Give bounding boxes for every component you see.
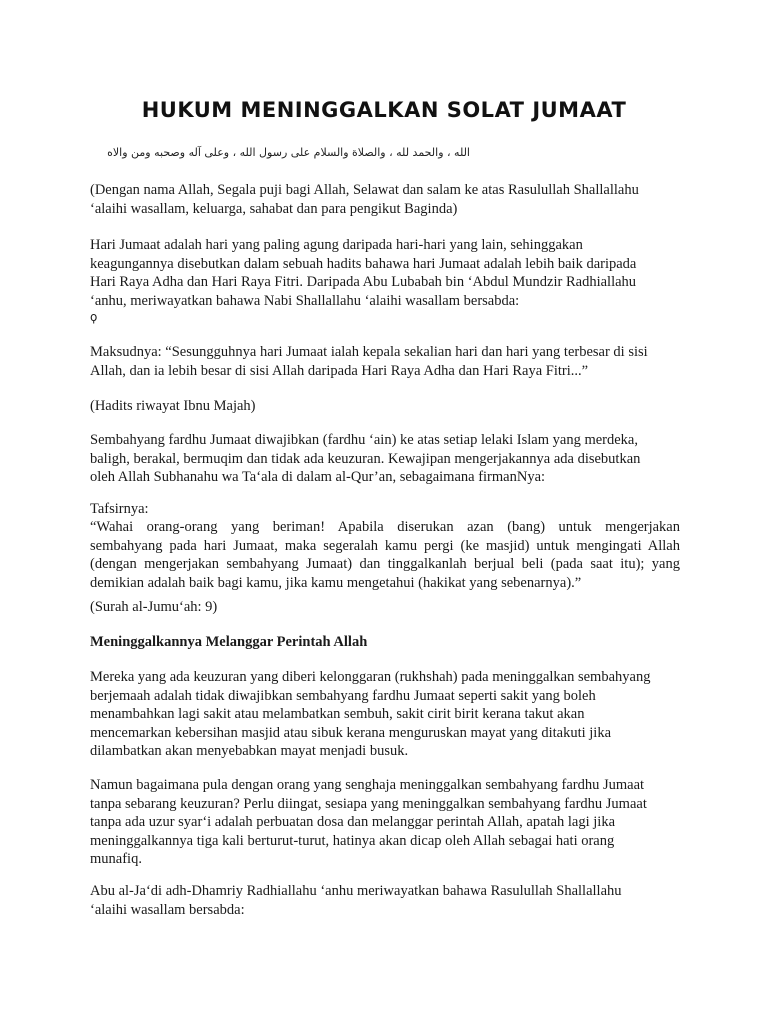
text-line: demikian adalah baik bagi kamu, jika kamu mengetahui (hakikat yang sebenarnya).” [90, 574, 582, 591]
text-line: ‘anhu, meriwayatkan bahawa Nabi Shallallahu ‘alaihi wasallam bersabda: [90, 292, 520, 309]
document-title: HUKUM MENINGGALKAN SOLAT JUMAAT [141, 98, 627, 122]
text-line: dilambatkan akan menyebabkan mayat menjadi busuk. [90, 743, 409, 759]
text-line: meninggalkannya tiga kali berturut-turut, hatinya akan dicap oleh Allah sebagai hati orang [90, 832, 615, 849]
exemption-paragraph [90, 668, 680, 761]
text-line: munafiq. [90, 851, 142, 867]
text-line: menambahkan lagi sakit atau melambatkan sembuh, sakit cirit birit kerana takut akan [90, 706, 585, 722]
text-line: (Hadits riwayat Ibnu Majah) [90, 398, 256, 414]
text-line: Meninggalkannya Melanggar Perintah Allah [90, 634, 368, 650]
text-line: tanpa sebarang keuzuran? Perlu diingat, sesiapa yang meninggalkan sembahyang fardhu Jumaat [90, 795, 647, 812]
text-line: mencemarkan kebersihan masjid atau sibuk kerana menguruskan mayat yang ditakuti jika [90, 724, 612, 741]
text-line: Sembahyang fardhu Jumaat diwajibkan (fardhu ‘ain) ke atas setiap lelaki Islam yang merdeka, [90, 432, 638, 448]
text-line: Hari Jumaat adalah hari yang paling agung daripada hari-hari yang lain, sehinggakan [90, 237, 583, 253]
text-line: ‘alaihi wasallam, keluarga, sahabat dan para pengikut Baginda) [90, 200, 458, 217]
text-line: (Surah al-Jumu‘ah: 9) [90, 599, 218, 615]
text-line: oleh Allah Subhanahu wa Ta‘ala di dalam al-Qur’an, sebagaimana firmanNya: [90, 469, 546, 485]
maksudnya-paragraph [90, 343, 680, 380]
intro-paragraph [90, 236, 680, 324]
text-line: Mereka yang ada keuzuran yang diberi kelonggaran (rukhshah) pada meninggalkan sembahyang [90, 669, 651, 685]
text-line: tanpa ada uzur syar‘i adalah perbuatan dosa dan melanggar perintah Allah, apatah lagi jika [90, 814, 616, 830]
missing-arabic-glyph: ϙ [90, 310, 98, 324]
text-line: baligh, berakal, bermuqim dan tidak ada keuzuran. Kewajipan mengerjakannya ada disebutkan [90, 450, 641, 467]
text-line: Namun bagaimana pula dengan orang yang senghaja meninggalkan sembahyang fardhu Jumaat [90, 777, 645, 793]
text-line: Maksudnya: “Sesungguhnya hari Jumaat ialah kepala sekalian hari dan hari yang terbesar di sisi [90, 344, 648, 360]
section-heading [90, 633, 680, 652]
text-line: Allah, dan ia lebih besar di sisi Allah daripada Hari Raya Adha dan Hari Raya Fitri...” [90, 362, 589, 379]
text-line: berjemaah adalah tidak diwajibkan sembahyang fardhu Jumaat seperti sakit yang boleh [90, 687, 596, 704]
warning-paragraph [90, 776, 680, 869]
hadith-source [90, 397, 680, 416]
tafsir-paragraph [90, 518, 680, 592]
text-line: sembahyang pada hari Jumaat, maka segeralah kamu pergi (ke masjid) untuk mengingati Allah [90, 537, 680, 554]
obligation-paragraph [90, 431, 680, 487]
tafsir-label [90, 500, 680, 519]
text-line: (Dengan nama Allah, Segala puji bagi Allah, Selawat dan salam ke atas Rasulullah Shallallahu [90, 182, 639, 198]
text-line: “Wahai orang-orang yang beriman! Apabila diserukan azan (bang) untuk mengerjakan [90, 519, 680, 535]
text-line: (dengan mengerjakan sembahyang Jumaat) dan tinggalkanlah berjual beli (pada saat itu); yang [90, 556, 680, 572]
text-line: ‘alaihi wasallam bersabda: [90, 901, 245, 918]
translation-paragraph [90, 181, 680, 218]
text-line: Hari Raya Adha dan Hari Raya Fitri. Daripada Abu Lubabah bin ‘Abdul Mundzir Radhiallahu [90, 274, 637, 290]
text-line: Abu al-Ja‘di adh-Dhamriy Radhiallahu ‘anhu meriwayatkan bahawa Rasulullah Shallallahu [90, 883, 622, 899]
text-line: keagungannya disebutkan dalam sebuah hadits bahawa hari Jumaat adalah lebih baik daripada [90, 255, 637, 272]
closing-paragraph [90, 882, 680, 919]
arabic-opening-line: الله ، والحمد لله ، والصلاة والسلام على رسول الله ، وعلى آله وصحبه ومن والاه [107, 146, 470, 159]
text-line: Tafsirnya: [90, 501, 149, 517]
surah-reference [90, 598, 680, 617]
